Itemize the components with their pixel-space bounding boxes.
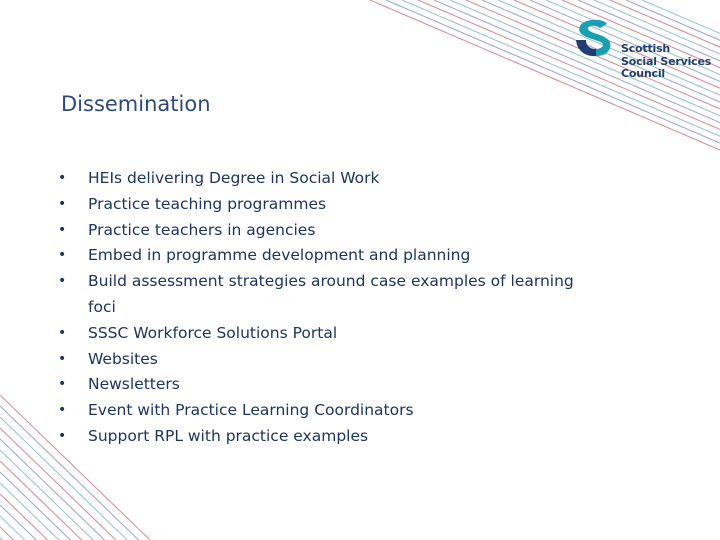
bullet-icon: • (58, 376, 67, 393)
bullet-item (58, 192, 598, 218)
bullet-text: Websites (88, 349, 158, 368)
bullet-item (58, 269, 598, 321)
bullet-text: Build assessment strategies around case examples of learning foci (88, 272, 574, 316)
bullet-list (58, 166, 598, 450)
bullet-text: Embed in programme development and planning (88, 246, 471, 265)
logo-line-2: Social Services (621, 54, 712, 68)
bullet-icon: • (58, 247, 67, 264)
bullet-item (58, 372, 598, 398)
bullet-text: Support RPL with practice examples (88, 426, 369, 445)
bullet-item (58, 398, 598, 424)
bullet-text: Event with Practice Learning Coordinators (88, 401, 414, 420)
bullet-text: Newsletters (88, 375, 180, 394)
bullet-icon: • (58, 195, 67, 212)
logo-wordmark (621, 43, 711, 81)
bullet-item (58, 321, 598, 347)
bullet-icon: • (58, 427, 67, 444)
sssc-logo (574, 16, 720, 86)
logo-line-1: Scottish (621, 42, 671, 55)
bullet-icon: • (58, 402, 67, 419)
logo-line-3: Council (621, 67, 665, 80)
bullet-item (58, 243, 598, 269)
bullet-text: HEIs delivering Degree in Social Work (88, 169, 380, 187)
bullet-icon: • (58, 324, 67, 341)
bullet-text: SSSC Workforce Solutions Portal (88, 323, 338, 342)
bullet-item (58, 424, 598, 450)
bullet-item (58, 218, 598, 244)
bullet-text: Practice teaching programmes (88, 194, 327, 213)
bullet-icon: • (58, 350, 67, 367)
decorative-line (0, 516, 150, 540)
bullet-item (58, 166, 598, 192)
bullet-icon: • (58, 170, 67, 186)
sssc-logo-icon (574, 16, 618, 60)
bullet-text: Practice teachers in agencies (88, 220, 316, 239)
bullet-icon: • (58, 221, 67, 238)
bullet-icon: • (58, 273, 67, 290)
slide-title: Dissemination (61, 92, 211, 116)
bullet-item (58, 347, 598, 373)
